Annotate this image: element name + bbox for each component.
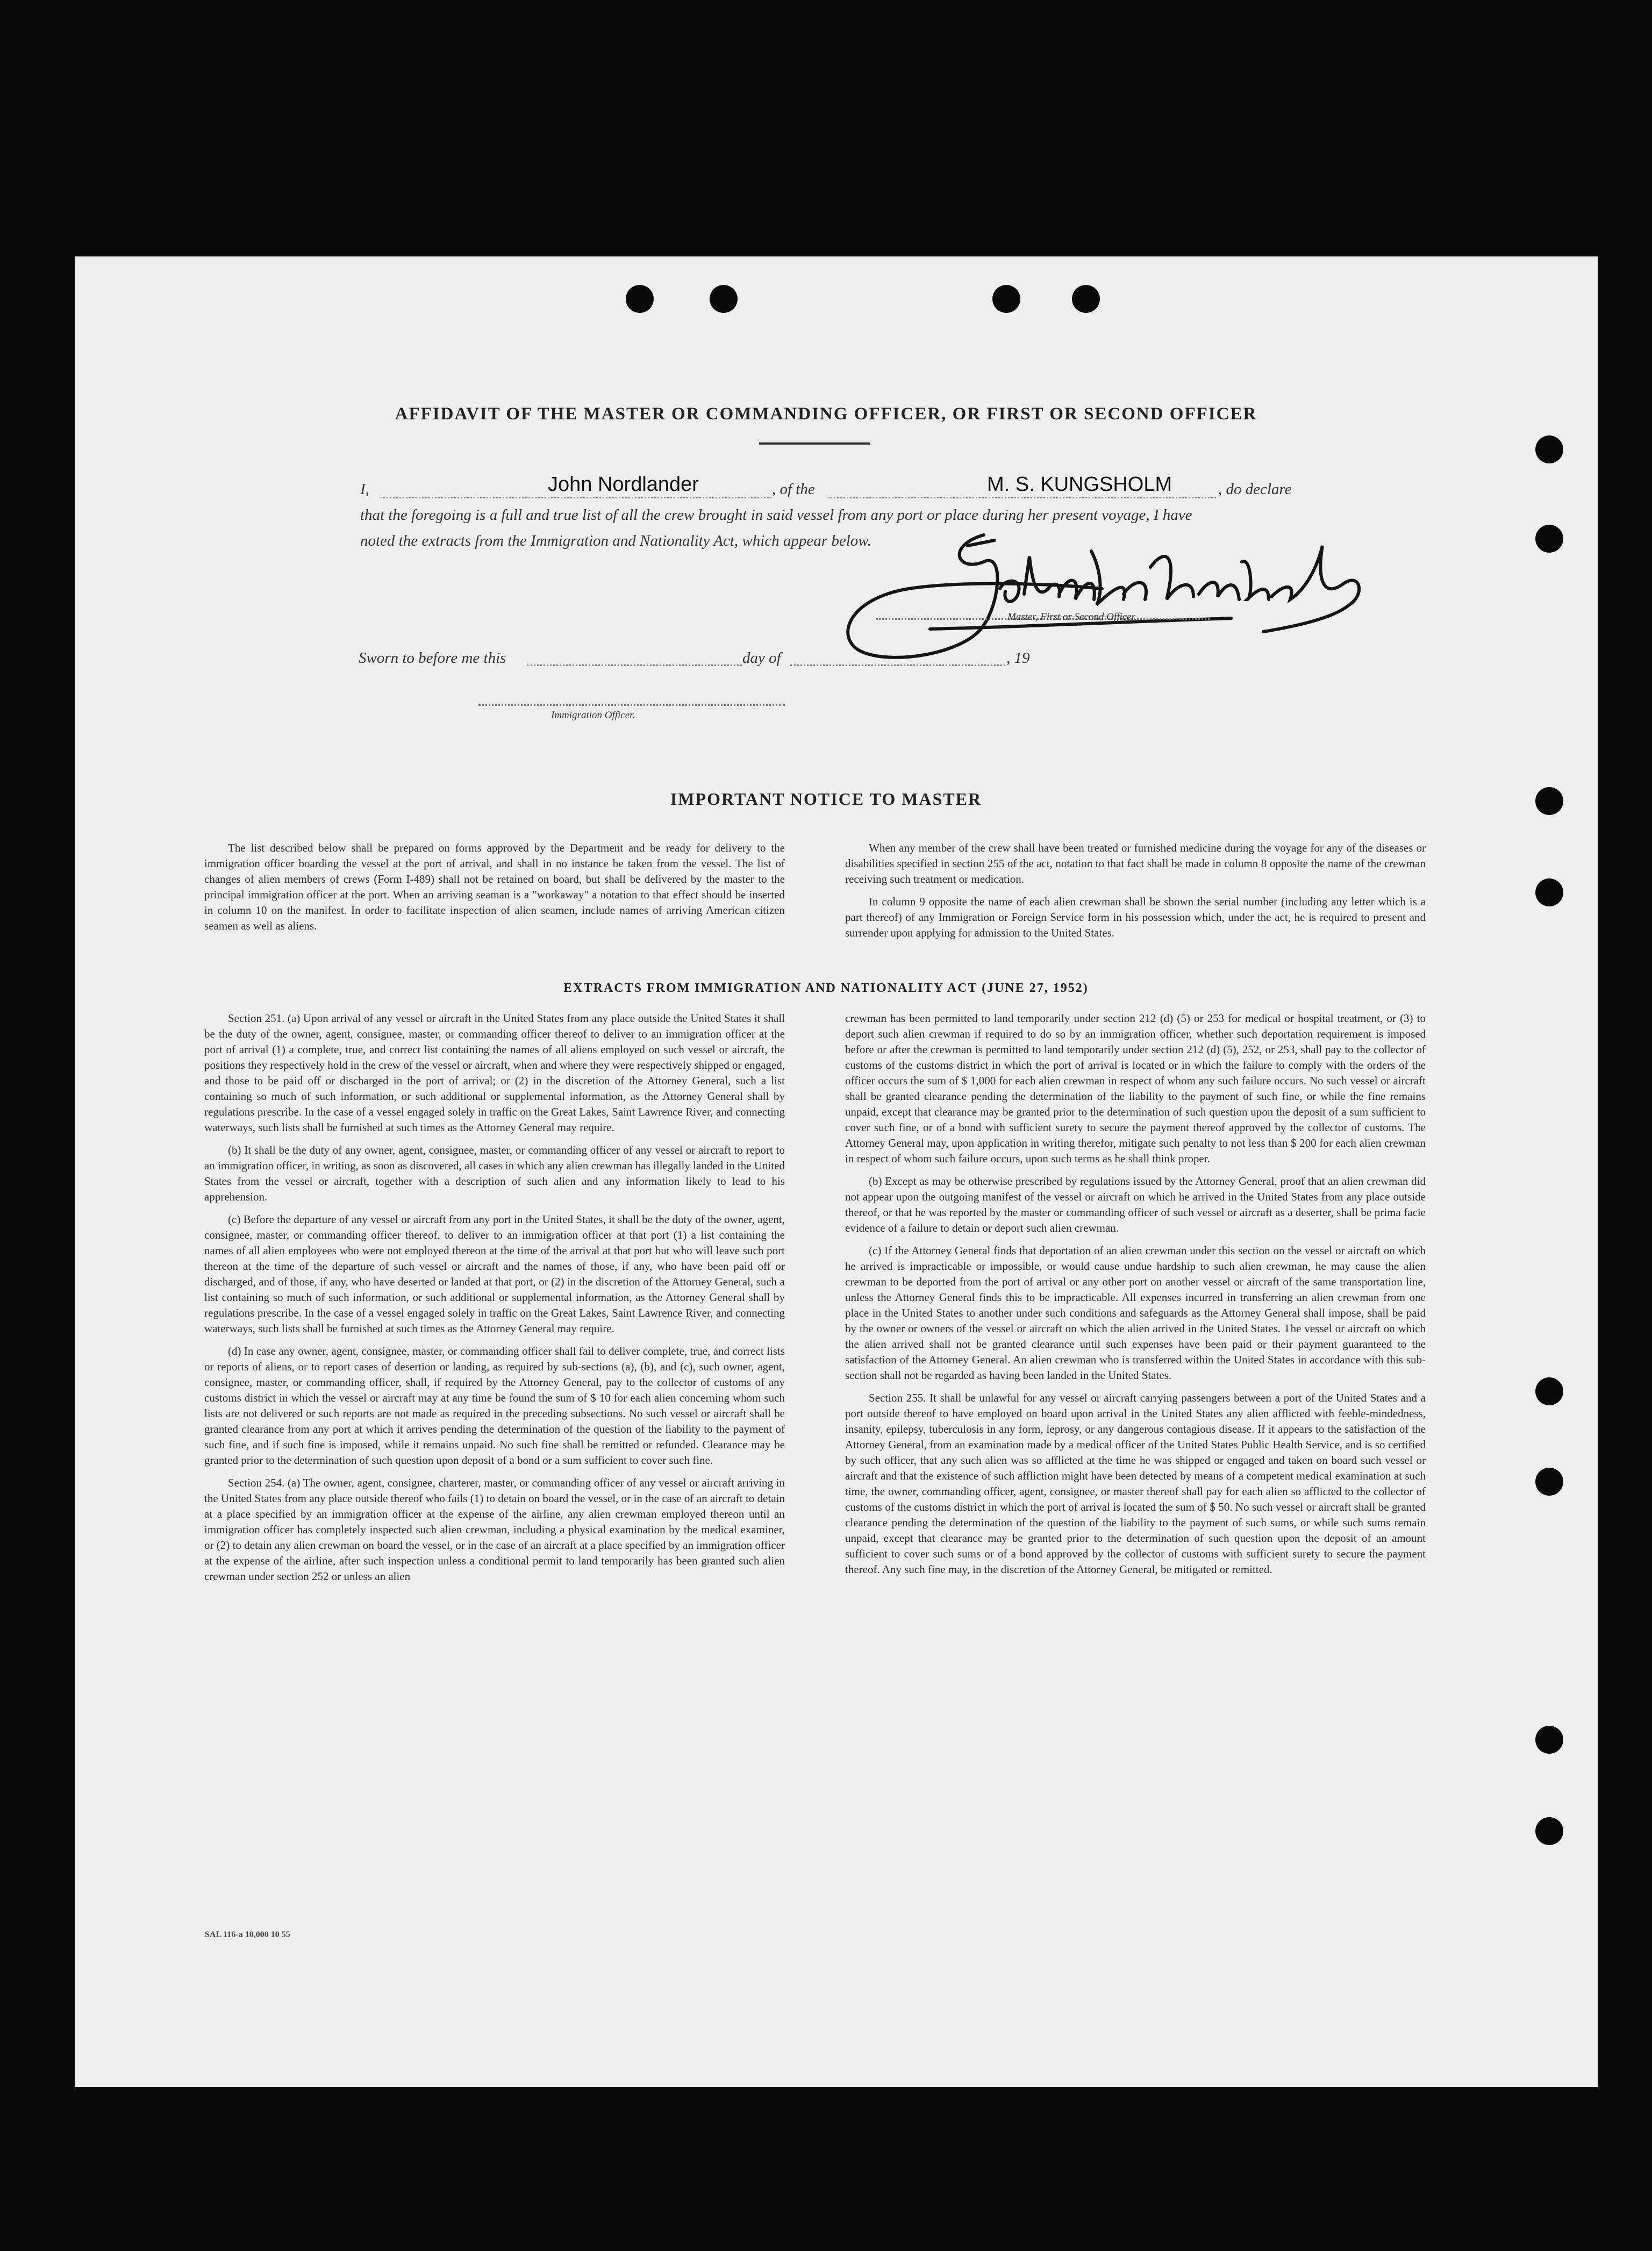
form-code: SAL 116-a 10,000 10 55 bbox=[205, 1930, 290, 1939]
officer-dotted-line bbox=[478, 704, 785, 706]
section-254-b: (b) Except as may be otherwise prescribed by regulations issued by the Attorney General, proof that an alien crewman did not appear upon the outgoing manifest of the vessel or aircraft on which he arrived in the United States from any place outside thereof, or that he was reported by the master or commanding officer of such vessel or aircraft as a deserter, shall be prima facie evidence of a failure to detain or deport such alien crewman. bbox=[845, 1175, 1426, 1234]
vessel-name: M. S. KUNGSHOLM bbox=[987, 473, 1172, 496]
vessel-dotted-line bbox=[828, 497, 1216, 498]
section-254-a-cont: crewman has been permitted to land temporarily under section 212 (d) (5) or 253 for medical or hospital treatment, or (3) to deport such alien crewman if required to do so by an immigration officer, whether such deportation requirement is imposed before or after the crewman is permitted to land temporarily under section 212 (d) (5), 252, or 253, shall pay to the collector of customs of the customs district in which the port of arrival is located or in which the failure to comply with the orders of the officer occurs the sum of $ 1,000 for each alien crewman in respect of whom any such failure occurs. No such vessel or aircraft shall be granted clearance pending the determination of the liability to the payment of such fine, or while the fine remains unpaid, except that clearance may be granted prior to the determination of such question upon the deposit of a sum sufficient to cover such fine, or of a bond with sufficient surety to secure the payment thereof approved by the collector of customs. The Attorney General may, upon application in writing therefor, mitigate such penalty to not less than $ 200 for each alien crewman in respect of whom such failure occurs, upon such terms as he shall think proper. bbox=[845, 1012, 1426, 1165]
notice-title: IMPORTANT NOTICE TO MASTER bbox=[670, 789, 982, 809]
signature-caption bbox=[1007, 611, 1137, 623]
affidavit-line-2: that the foregoing is a full and true list of all the crew brought in said vessel from any port or place during her present voyage, I have bbox=[360, 506, 1192, 524]
section-251-c: (c) Before the departure of any vessel or aircraft from any port in the United States, it shall be the duty of the owner, agent, consignee, master, or commanding officer thereof, to deliver to an immigration officer at that port (1) a list containing the names of all alien employees who were not employed thereon at the time of the arrival at that port but who will leave such port thereon at the time of the departure of such vessel or aircraft and the names of those, if any, who have been paid off or discharged, and of those, if any, who have deserted or landed at that port, or (2) in the discretion of the Attorney General, such a list containing so much of such information, or such additional or supplemental information, as the Attorney General shall by regulations prescribe. In the case of a vessel engaged solely in traffic on the Great Lakes, Saint Lawrence River, and connecting waterways, such lists shall be furnished at such times as the Attorney General may require. bbox=[204, 1213, 785, 1335]
punch-hole bbox=[1535, 878, 1563, 906]
extracts-title: EXTRACTS FROM IMMIGRATION AND NATIONALITY ACT (JUNE 27, 1952) bbox=[563, 981, 1089, 995]
punch-hole bbox=[1535, 525, 1563, 553]
notice-right-column bbox=[845, 840, 1426, 948]
sworn-label: Sworn to before me this bbox=[359, 649, 506, 667]
punch-hole bbox=[1535, 1726, 1563, 1754]
punch-hole bbox=[1535, 1468, 1563, 1496]
punch-hole bbox=[1535, 1377, 1563, 1405]
day-of-label: day of bbox=[742, 649, 781, 667]
section-251-d: (d) In case any owner, agent, consignee, master, or commanding officer shall fail to deliver complete, true, and correct lists or reports of aliens, or to report cases of desertion or landing, as required by sub-sections (a), (b), and (c), such owner, agent, consignee, master, or commanding officer, shall, if required by the Attorney General, pay to the collector of customs of any customs district in which the vessel or aircraft may at any time be found the sum of $ 10 for each alien concerning whom such lists are not delivered or such reports are not made as required in the preceding subsections. No such vessel or aircraft shall be granted clearance from any port at which it arrives pending the determination of the question of the liability to the payment of such fine, and if such fine is imposed, while it remains unpaid. No such fine shall be remitted or refunded. Clearance may be granted prior to the determination of such question upon deposit of a bond or a sum sufficient to cover such fine. bbox=[204, 1345, 785, 1467]
notice-right-paragraph-1: When any member of the crew shall have been treated or furnished medicine during the voyage for any of the diseases or disabilities specified in section 255 of the act, notation to that fact shall be made in column 8 opposite the name of the crewman receiving such treatment or medication. bbox=[845, 841, 1426, 885]
do-declare-label: , do declare bbox=[1218, 481, 1292, 498]
notice-right-paragraph-2: In column 9 opposite the name of each alien crewman shall be shown the serial number (including any letter which is a part thereof) of any Immigration or Foreign Service form in his possession which, under the act, he is required to present and surrender upon applying for admission to the United States. bbox=[845, 895, 1426, 939]
sworn-month-dotted-line bbox=[790, 664, 1005, 666]
punch-hole bbox=[1072, 285, 1100, 313]
notice-left-paragraph: The list described below shall be prepared on forms approved by the Department and be ready for delivery to the immigration officer boarding the vessel at the port of arrival, and shall in no instance be taken from the vessel. The list of changes of alien members of crews (Form I-489) shall not be retained on board, but shall be delivered by the master to the principal immigration officer at the port. When an arriving seaman is a "workaway" a notation to that effect should be inserted in column 10 on the manifest. In order to facilitate inspection of alien seamen, include names of arriving American citizen seamen as well as aliens. bbox=[204, 841, 785, 932]
year-label: , 19 bbox=[1006, 649, 1030, 667]
punch-hole bbox=[992, 285, 1020, 313]
punch-hole bbox=[1535, 435, 1563, 463]
title-underline bbox=[759, 442, 870, 445]
affidavit-title: AFFIDAVIT OF THE MASTER OR COMMANDING OFFICER, OR FIRST OR SECOND OFFICER bbox=[395, 404, 1257, 424]
sworn-day-dotted-line bbox=[527, 664, 742, 666]
immigration-officer-label: Immigration Officer. bbox=[551, 710, 635, 721]
notice-left-column bbox=[204, 840, 785, 941]
section-254-c: (c) If the Attorney General finds that deportation of an alien crewman under this section on the vessel or aircraft on which he arrived is impracticable or impossible, or would cause undue hardship to such alien crewman, he may cause the alien crewman to be deported from the port of arrival or any other port on another vessel or aircraft of the same transportation line, unless the Attorney General finds this to be impracticable. All expenses incurred in transferring an alien crewman from one place in the United States to another under such conditions and safeguards as the Attorney General shall impose, shall be paid by the owner or owners of the vessel or aircraft on which the alien arrived in the United States. The vessel or aircraft on which the alien arrived shall not be granted clearance until such expenses have been paid or their payment guaranteed to the satisfaction of the Attorney General. An alien crewman who is transferred within the United States in accordance with this sub-section shall not be regarded as having been landed in the United States. bbox=[845, 1244, 1426, 1382]
section-251-a: Section 251. (a) Upon arrival of any vessel or aircraft in the United States from any place outside the United States it shall be the duty of the owner, agent, consignee, master, or commanding officer thereof to deliver to an immigration officer at the port of arrival (1) a complete, true, and correct list containing the names of all aliens employed on such vessel or aircraft, the positions they respectively hold in the crew of the vessel or aircraft, when and where they were respectively shipped or engaged, and those to be paid off or discharged in the port of arrival; or (2) in the discretion of the Attorney General, such a list containing so much of such information, or such additional or supplemental information, as the Attorney General shall by regulations prescribe. In the case of a vessel engaged solely in traffic on the Great Lakes, Saint Lawrence River, and connecting waterways, such lists shall be furnished at such times as the Attorney General may require. bbox=[204, 1012, 785, 1134]
affidavit-line-3: noted the extracts from the Immigration and Nationality Act, which appear below. bbox=[360, 532, 871, 549]
punch-hole bbox=[626, 285, 654, 313]
section-255: Section 255. It shall be unlawful for any vessel or aircraft carrying passengers between a port of the United States and a port outside thereof to have employed on board upon arrival in the United States any alien afflicted with feeble-mindedness, insanity, epilepsy, tuberculosis in any form, leprosy, or any dangerous contagious disease. If it appears to the satisfaction of the Attorney General, from an examination made by a medical officer of the United States Public Health Service, and is so certified by such officer, that any such alien was so afflicted at the time he was shipped or engaged and taken on board such vessel or aircraft and that the existence of such affliction might have been detected by means of a competent medical examination at such time, the owner, commanding officer, agent, consignee, or master thereof shall pay for each alien so afflicted to the collector of customs of the customs district in which the port of arrival is located the sum of $ 50. No such vessel or aircraft shall be granted clearance pending the determination of the question of the liability to the payment of such sums, or while such sums remain unpaid, except that clearance may be granted prior to the determination of such question upon the deposit of an amount sufficient to cover such sums or of a bond approved by the collector of customs with sufficient surety to secure the payment thereof. Any such fine may, in the discretion of the Attorney General, be mitigated or remitted. bbox=[845, 1391, 1426, 1576]
section-251-b: (b) It shall be the duty of any owner, agent, consignee, master, or commanding officer of any vessel or aircraft to report to an immigration officer, in writing, as soon as discovered, all cases in which any alien crewman has illegally landed in the United States from the vessel or aircraft, together with a description of such alien and any information likely to lead to his apprehension. bbox=[204, 1144, 785, 1203]
punch-hole bbox=[1535, 1817, 1563, 1845]
extracts-right-column bbox=[845, 1011, 1426, 1584]
i-label: I, bbox=[360, 481, 369, 498]
master-caption: Master, bbox=[1007, 611, 1041, 623]
name-dotted-line bbox=[381, 497, 771, 498]
caption-period: . bbox=[1134, 611, 1137, 623]
punch-hole bbox=[710, 285, 738, 313]
struck-caption: First or Second Officer bbox=[1040, 611, 1134, 623]
section-254-a: Section 254. (a) The owner, agent, consignee, charterer, master, or commanding officer of any vessel or aircraft arriving in the United States from any place outside thereof who fails (1) to detain on board the vessel, or in the case of an aircraft to detain at a place specified by an immigration officer at the expense of the airline, any alien crewman employed thereon until an immigration officer has completely inspected such alien crewman, including a physical examination by the medical examiner, or (2) to detain any alien crewman on board the vessel, or in the case of an aircraft at a place specified by an immigration officer at the expense of the airline, after such inspection unless a conditional permit to land temporarily has been granted such alien crewman under section 252 or unless an alien bbox=[204, 1476, 785, 1583]
master-name: John Nordlander bbox=[548, 473, 699, 496]
extracts-left-column bbox=[204, 1011, 785, 1591]
of-the-label: , of the bbox=[772, 481, 815, 498]
signature bbox=[823, 524, 1392, 685]
